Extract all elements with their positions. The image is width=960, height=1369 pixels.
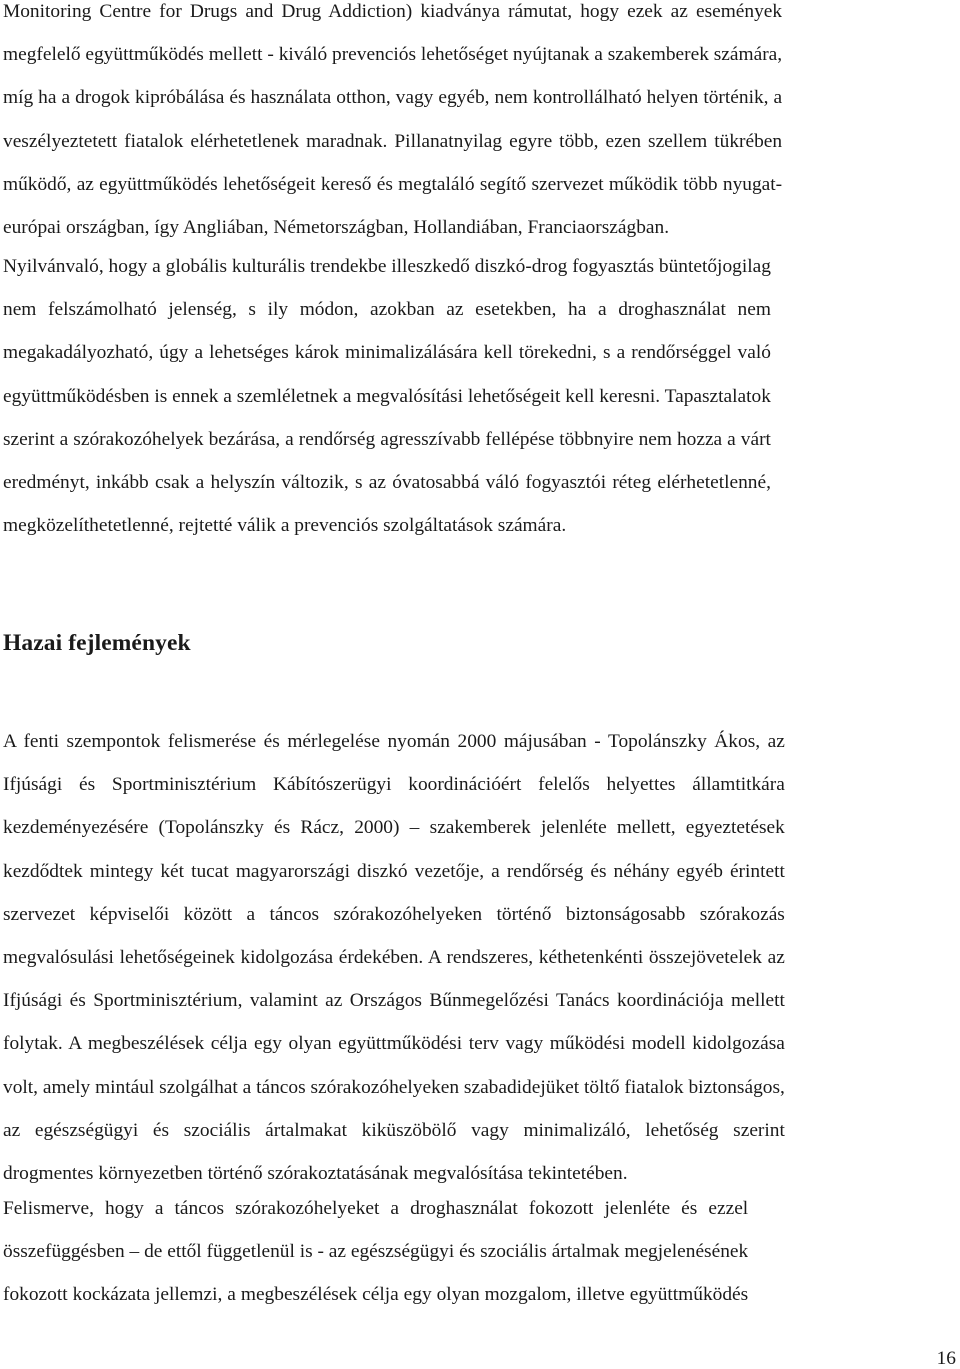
text-line: fokozott kockázata jellemzi, a megbeszélések célja egy olyan mozgalom, illetve együttműködés — [3, 1284, 749, 1306]
page-number: 16 — [936, 1348, 956, 1369]
text-line: volt, amely mintául szolgálhat a táncos szórakozóhelyeken szabadidejüket töltő fiatalok biztonságos, — [3, 1076, 785, 1098]
text-line: együttműködésben is ennek a szemléletnek a megvalósítási lehetőségeit kell keresni. Tapasztalatok — [3, 385, 771, 407]
text-line: A fenti szempontok felismerése és mérlegelése nyomán 2000 májusában - Topolánszky Ákos, az — [3, 731, 785, 752]
text-line: folytak. A megbeszélések célja egy olyan együttműködési terv vagy működési modell kidolgozása — [3, 1033, 785, 1055]
text-line: Ifjúsági és Sportminisztérium Kábítószerügyi koordinációért felelős helyettes államtitkára — [3, 774, 785, 796]
text-line: működő, az együttműködés lehetőségeit kereső és megtaláló segítő szervezet működik több nyugat- — [3, 173, 783, 195]
text-line: kezdődtek mintegy két tucat magyarországi diszkó vezetője, a rendőrség és néhány egyéb érintett — [3, 860, 785, 882]
paragraph-1 — [3, 0, 782, 249]
text-line: szerint a szórakozóhelyek bezárása, a rendőrség agresszívabb fellépése többnyire nem hozza a várt — [3, 428, 771, 450]
text-line: az egészségügyi és szociális ártalmakat kiküszöbölő vagy minimalizáló, lehetőség szerint — [3, 1119, 785, 1141]
text-line: drogmentes környezetben történő szórakoztatásának megvalósítása tekintetében. — [3, 1162, 628, 1184]
text-line: Felismerve, hogy a táncos szórakozóhelyeket a droghasználat fokozott jelenléte és ezzel — [3, 1198, 749, 1219]
text-line: Monitoring Centre for Drugs and Drug Addiction) kiadványa rámutat, hogy ezek az események — [3, 1, 783, 22]
text-line: Ifjúsági és Sportminisztérium, valamint az Országos Bűnmegelőzési Tanács koordinációja mellett — [3, 990, 785, 1012]
paragraph-4 — [3, 1187, 748, 1317]
paragraph-2 — [3, 245, 771, 547]
text-line: megközelíthetetlenné, rejtetté válik a prevenciós szolgáltatások számára. — [3, 515, 567, 537]
text-line: míg ha a drogok kipróbálása és használata otthon, vagy egyéb, nem kontrollálható helyen történik, a — [3, 87, 783, 109]
text-line: megfelelő együttműködés mellett - kiváló prevenciós lehetőséget nyújtanak a szakemberek számára, — [3, 44, 783, 66]
text-line: veszélyeztetett fiatalok elérhetetlenek maradnak. Pillanatnyilag egyre több, ezen szellem tükrében — [3, 130, 783, 152]
text-line: eredményt, inkább csak a helyszín változik, s az óvatosabbá váló fogyasztói réteg elérhetetlenné, — [3, 471, 771, 493]
text-line: szervezet képviselői között a táncos szórakozóhelyeken történő biztonságosabb szórakozás — [3, 903, 785, 925]
paragraph-3 — [3, 720, 785, 1195]
text-line: kezdeményezésére (Topolánszky és Rácz, 2000) – szakemberek jelenléte mellett, egyeztetések — [3, 817, 785, 839]
text-line: megakadályozható, úgy a lehetséges károk minimalizálására kell törekedni, s a rendőrséggel való — [3, 342, 771, 364]
text-line: Nyilvánvaló, hogy a globális kulturális trendekbe illeszkedő diszkó-drog fogyasztás büntetőjogilag — [3, 256, 771, 277]
text-line: megvalósulási lehetőségeinek kidolgozása érdekében. A rendszeres, kéthetenkénti összejövetelek az — [3, 946, 785, 968]
text-line: európai országban, így Angliában, Németországban, Hollandiában, Franciaországban. — [3, 216, 670, 238]
text-line: összefüggésben – de ettől függetlenül is - az egészségügyi és szociális ártalmak megjelenésének — [3, 1241, 749, 1263]
section-heading: Hazai fejlemények — [3, 630, 191, 656]
text-line: nem felszámolható jelenség, s ily módon, azokban az esetekben, ha a droghasználat nem — [3, 299, 771, 321]
